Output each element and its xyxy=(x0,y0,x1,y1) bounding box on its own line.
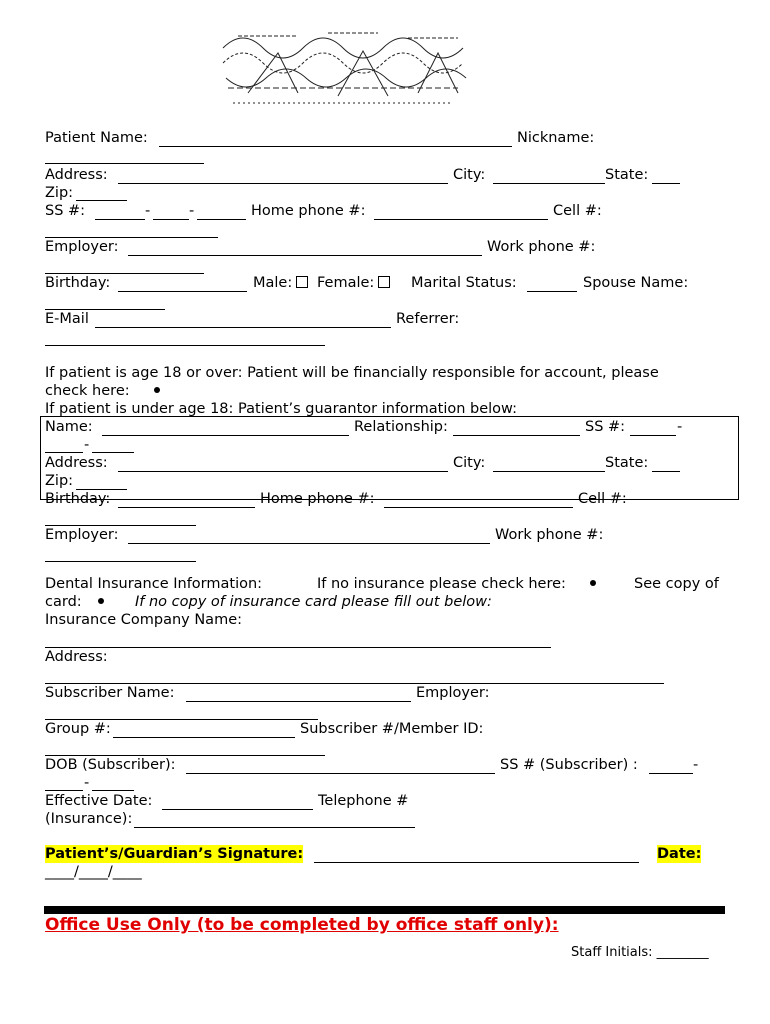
guarantor-home-phone-field[interactable] xyxy=(384,507,573,508)
patient-name-field[interactable] xyxy=(159,146,512,147)
guarantor-ss-field-1[interactable] xyxy=(630,435,676,436)
signature-label: Patient’s/Guardian’s Signature: xyxy=(45,846,304,862)
ss-field-3[interactable] xyxy=(197,219,246,220)
under-18-text: If patient is under age 18: Patient’s guarantor information below: xyxy=(45,401,518,417)
address-label: Address: xyxy=(45,167,108,183)
no-copy-text: If no copy of insurance card please fill out below: xyxy=(135,594,492,610)
guarantor-city-field[interactable] xyxy=(493,471,605,472)
home-phone-label: Home phone #: xyxy=(251,203,366,219)
guarantor-employer-field[interactable] xyxy=(128,543,490,544)
ss-field-1[interactable] xyxy=(95,219,145,220)
dob-subscriber-field[interactable] xyxy=(186,773,495,774)
guarantor-city-label: City: xyxy=(453,455,486,471)
referrer-field[interactable] xyxy=(45,345,325,346)
guarantor-name-label: Name: xyxy=(45,419,93,435)
effective-date-label: Effective Date: xyxy=(45,793,153,809)
birthday-field[interactable] xyxy=(118,291,247,292)
relationship-label: Relationship: xyxy=(354,419,448,435)
female-checkbox-icon[interactable] xyxy=(378,276,390,288)
guarantor-state-field[interactable] xyxy=(652,471,680,472)
subscriber-name-field[interactable] xyxy=(186,701,411,702)
marital-status-field[interactable] xyxy=(527,291,577,292)
city-field[interactable] xyxy=(493,183,605,184)
cell-label: Cell #: xyxy=(553,203,602,219)
ss-subscriber-field-3[interactable] xyxy=(92,790,134,791)
marital-status-label: Marital Status: xyxy=(411,275,517,291)
employer-label: Employer: xyxy=(45,239,119,255)
city-label: City: xyxy=(453,167,486,183)
ss-label: SS #: xyxy=(45,203,86,219)
insurance-telephone-label: (Insurance): xyxy=(45,811,133,827)
check-here-label: check here: xyxy=(45,383,130,399)
subscriber-id-label: Subscriber #/Member ID: xyxy=(300,721,484,737)
signature-field[interactable] xyxy=(314,862,639,863)
birthday-label: Birthday: xyxy=(45,275,111,291)
see-copy-label: See copy of xyxy=(634,576,719,592)
ss-dash-2: - xyxy=(189,203,195,219)
guarantor-name-field[interactable] xyxy=(102,435,349,436)
guarantor-address-label: Address: xyxy=(45,455,108,471)
insurance-company-label: Insurance Company Name: xyxy=(45,612,243,628)
date-field[interactable]: ____/____/____ xyxy=(45,864,142,880)
guarantor-address-field[interactable] xyxy=(118,471,448,472)
patient-name-label: Patient Name: xyxy=(45,130,148,146)
dental-insurance-label: Dental Insurance Information: xyxy=(45,576,263,592)
female-option[interactable] xyxy=(317,274,390,292)
ss-subscriber-label: SS # (Subscriber) : xyxy=(500,757,638,773)
staff-initials[interactable]: Staff Initials: ________ xyxy=(571,945,709,960)
guarantor-ss-dash-1: - xyxy=(677,419,683,435)
guarantor-birthday-field[interactable] xyxy=(118,507,255,508)
state-label: State: xyxy=(605,167,649,183)
insurance-company-field[interactable] xyxy=(45,647,551,648)
effective-date-field[interactable] xyxy=(162,809,313,810)
relationship-field[interactable] xyxy=(453,435,580,436)
group-field[interactable] xyxy=(113,737,295,738)
guarantor-work-phone-label: Work phone #: xyxy=(495,527,604,543)
guarantor-home-phone-label: Home phone #: xyxy=(260,491,375,507)
female-label: Female: xyxy=(317,275,375,291)
guarantor-birthday-label: Birthday: xyxy=(45,491,111,507)
over-18-text: If patient is age 18 or over: Patient will be financially responsible for account, please xyxy=(45,365,659,381)
spouse-name-label: Spouse Name: xyxy=(583,275,689,291)
card-check[interactable] xyxy=(45,593,104,611)
over-18-check[interactable] xyxy=(45,382,160,400)
bullet-icon[interactable] xyxy=(590,580,596,586)
guarantor-zip-label: Zip: xyxy=(45,473,74,489)
work-phone-label: Work phone #: xyxy=(487,239,596,255)
ss-dash-1: - xyxy=(145,203,151,219)
guarantor-work-phone-field[interactable] xyxy=(45,561,196,562)
guarantor-ss-label: SS #: xyxy=(585,419,626,435)
guarantor-state-label: State: xyxy=(605,455,649,471)
insurance-telephone-field[interactable] xyxy=(134,827,415,828)
guarantor-employer-label: Employer: xyxy=(45,527,119,543)
divider-bar xyxy=(44,906,725,914)
bullet-icon[interactable] xyxy=(154,387,160,393)
group-label: Group #: xyxy=(45,721,111,737)
ss-subscriber-dash-2: - xyxy=(84,775,90,791)
ss-subscriber-dash-1: - xyxy=(693,757,699,773)
nickname-field[interactable] xyxy=(45,163,204,164)
male-option[interactable] xyxy=(253,274,308,292)
ss-field-2[interactable] xyxy=(153,219,189,220)
male-label: Male: xyxy=(253,275,293,291)
guarantor-ss-field-2[interactable] xyxy=(45,452,83,453)
no-insurance-check[interactable] xyxy=(317,575,596,593)
logo-image xyxy=(218,18,476,108)
email-label: E-Mail xyxy=(45,311,89,327)
dob-subscriber-label: DOB (Subscriber): xyxy=(45,757,176,773)
zip-field[interactable] xyxy=(76,200,127,201)
address-field[interactable] xyxy=(118,183,448,184)
guarantor-cell-label: Cell #: xyxy=(578,491,627,507)
no-insurance-label: If no insurance please check here: xyxy=(317,576,566,592)
referrer-label: Referrer: xyxy=(396,311,460,327)
email-field[interactable] xyxy=(95,327,391,328)
card-label: card: xyxy=(45,594,82,610)
home-phone-field[interactable] xyxy=(374,219,548,220)
subscriber-employer-label: Employer: xyxy=(416,685,490,701)
nickname-label: Nickname: xyxy=(517,130,595,146)
male-checkbox-icon[interactable] xyxy=(296,276,308,288)
insurance-address-label: Address: xyxy=(45,649,108,665)
subscriber-name-label: Subscriber Name: xyxy=(45,685,175,701)
state-field[interactable] xyxy=(652,183,680,184)
bullet-icon[interactable] xyxy=(98,598,104,604)
telephone-label: Telephone # xyxy=(318,793,409,809)
ss-subscriber-field-1[interactable] xyxy=(649,773,693,774)
employer-field[interactable] xyxy=(128,255,482,256)
guarantor-ss-field-3[interactable] xyxy=(92,452,134,453)
guarantor-ss-dash-2: - xyxy=(84,437,90,453)
office-use-heading: Office Use Only (to be completed by office staff only): xyxy=(45,915,559,935)
ss-subscriber-field-2[interactable] xyxy=(45,790,83,791)
zip-label: Zip: xyxy=(45,185,74,201)
date-label: Date: xyxy=(657,846,702,862)
